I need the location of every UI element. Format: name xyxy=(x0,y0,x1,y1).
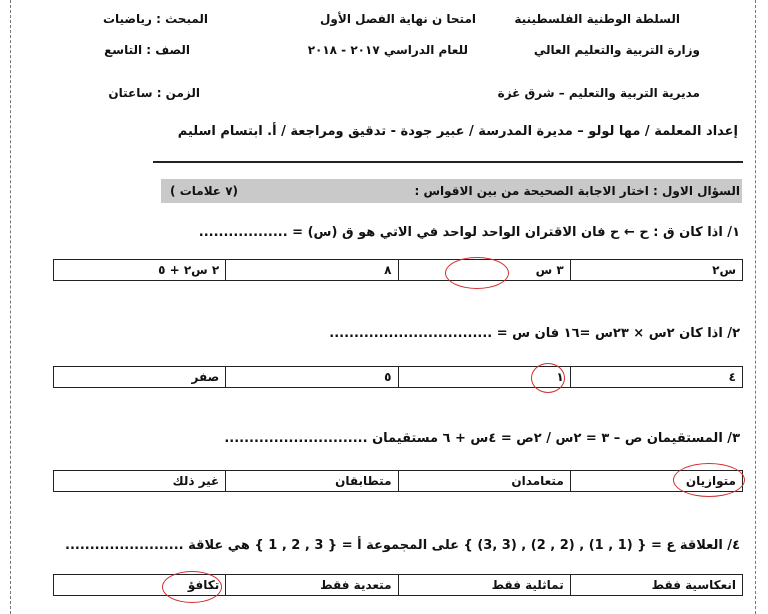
q2-option-b[interactable]: ١ xyxy=(398,367,570,388)
q4-option-d[interactable]: تكافؤ xyxy=(54,575,226,596)
q1-option-c[interactable]: ٨ xyxy=(226,260,398,281)
q1-option-d[interactable]: ٢ س٢ + ٥ xyxy=(54,260,226,281)
question-2-options xyxy=(53,366,743,388)
subject-label: المبحث : رياضيات xyxy=(102,12,208,26)
q1-answer-circle xyxy=(445,257,509,289)
academic-year: للعام الدراسي ٢٠١٧ - ٢٠١٨ xyxy=(307,43,468,57)
q4-option-c[interactable]: متعدية فقط xyxy=(226,575,398,596)
section-marks: (٧ علامات ) xyxy=(170,184,238,198)
question-1-options xyxy=(53,259,743,281)
question-1-text: ١/ اذا كان ق : ح ← ح فان الاقتران الواحد لواحد في الاتي هو ق (س) = .................. xyxy=(198,225,740,240)
exam-title: امتحا ن نهاية الفصل الأول xyxy=(320,12,476,26)
q2-option-d[interactable]: صفر xyxy=(54,367,226,388)
q1-option-a[interactable]: س٢ xyxy=(570,260,742,281)
question-2-text: ٢/ اذا كان ٢س × ٢٣س =١٦ فان س = ................................. xyxy=(329,326,740,341)
question-3-options xyxy=(53,470,743,492)
q2-option-a[interactable]: ٤ xyxy=(570,367,742,388)
prepared-by-line: إعداد المعلمة / مها لولو – مديرة المدرسة / عبير جودة - تدقيق ومراجعة / أ. ابتسام اسليم xyxy=(177,124,738,139)
grade-label: الصف : التاسع xyxy=(104,43,190,57)
q3-option-d[interactable]: غير ذلك xyxy=(54,471,226,492)
q3-option-b[interactable]: متعامدان xyxy=(398,471,570,492)
q4-option-b[interactable]: تماثلية فقط xyxy=(398,575,570,596)
directorate-name: مديرية التربية والتعليم – شرق غزة xyxy=(497,86,700,100)
question-3-text: ٣/ المستقيمان ص – ٣ = ٢س / ٢ص = ٤س + ٦ مستقيمان ............................. xyxy=(224,431,740,446)
ministry-name: وزارة التربية والتعليم العالي xyxy=(533,43,700,57)
q3-answer-circle xyxy=(673,463,745,497)
q2-option-c[interactable]: ٥ xyxy=(226,367,398,388)
question-4-options xyxy=(53,574,743,596)
authority-name: السلطة الوطنية الفلسطينية xyxy=(514,12,680,26)
q4-answer-circle xyxy=(162,571,222,603)
q3-option-c[interactable]: متطابقان xyxy=(226,471,398,492)
header-divider xyxy=(153,161,743,163)
section-title: السؤال الاول : اختار الاجابة الصحيحة من بين الاقواس : xyxy=(414,184,740,198)
question-4-text: ٤/ العلاقة ع = { (1 , 1) , (2 , 2) , (3 ,3) } على المجموعة أ = { 3 , 2 , 1 } هي علاقة ........................ xyxy=(65,538,740,553)
q2-answer-circle xyxy=(531,363,565,393)
time-label: الزمن : ساعتان xyxy=(108,86,200,100)
q4-option-a[interactable]: انعكاسية فقط xyxy=(570,575,742,596)
q1-option-b[interactable]: ٣ س xyxy=(398,260,570,281)
q3-option-a[interactable]: متوازيان xyxy=(570,471,742,492)
